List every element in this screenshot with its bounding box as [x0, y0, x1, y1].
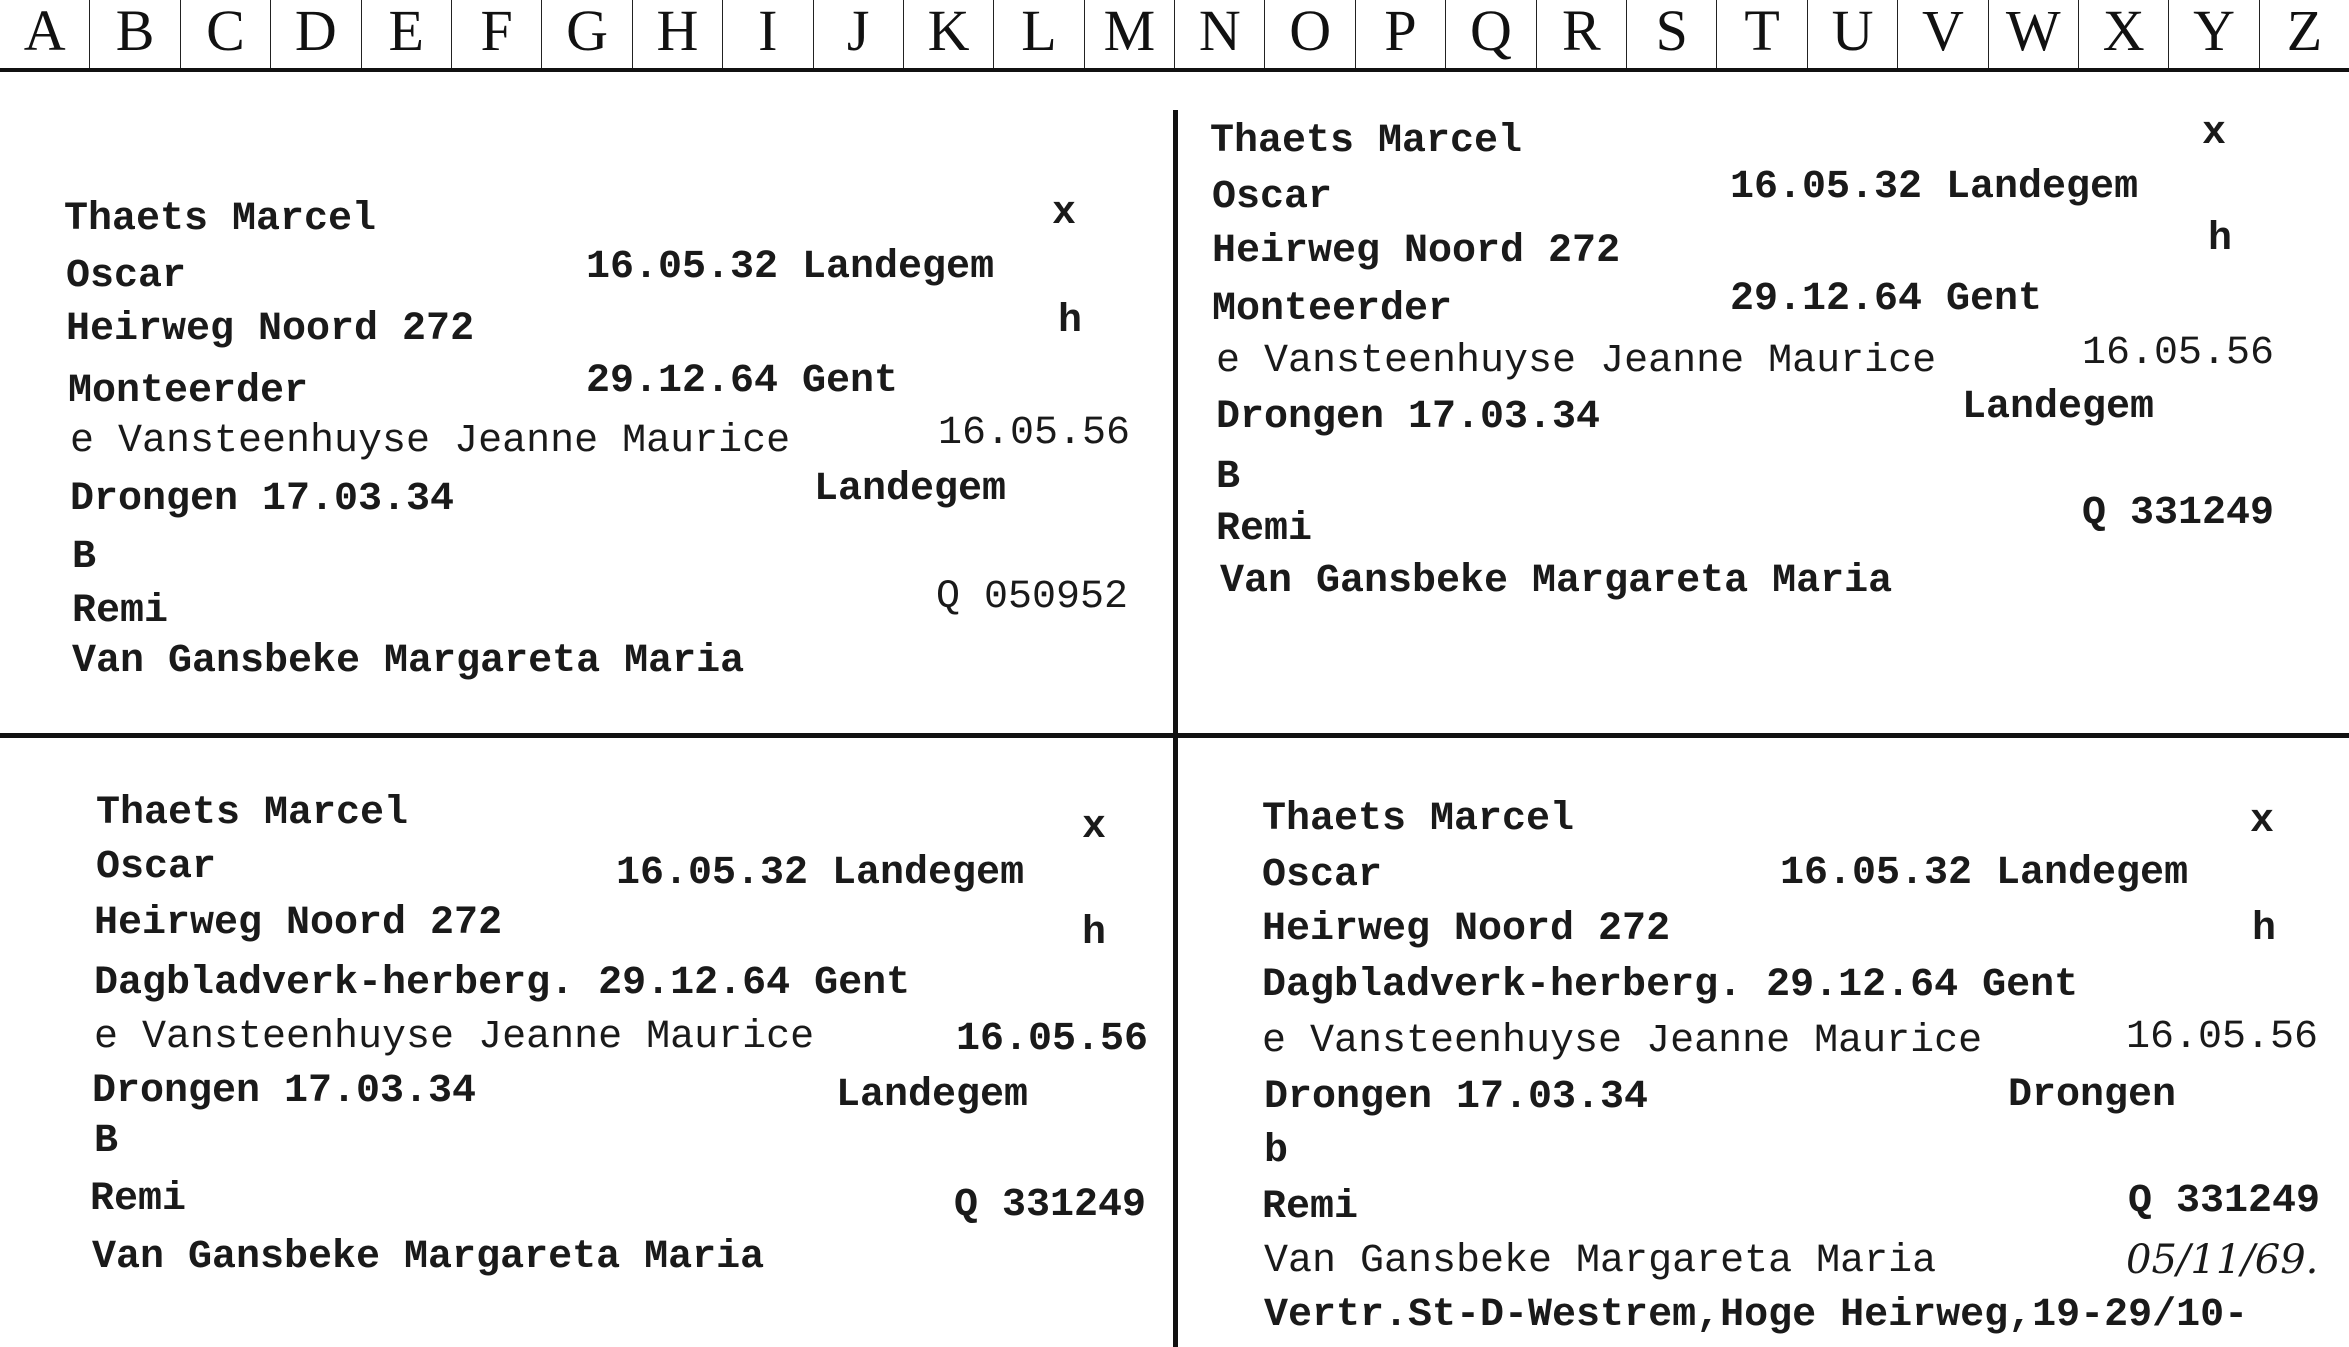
marriage-date: 16.05.56	[2082, 331, 2275, 376]
given-name: Oscar	[1212, 175, 1333, 220]
index-letter-x: X	[2079, 0, 2169, 68]
surname: Thaets Marcel	[1262, 797, 1575, 842]
card-divider-horizontal-left	[0, 733, 1173, 738]
father: Remi	[1216, 507, 1313, 552]
father: Remi	[72, 589, 169, 634]
mother: Van Gansbeke Margareta Maria	[92, 1235, 765, 1280]
handwritten-date: 05/11/69.	[2126, 1237, 2319, 1283]
mark-h: h	[2208, 217, 2233, 262]
birth: 16.05.32 Landegem	[1730, 165, 2139, 210]
spouse: e Vansteenhuyse Jeanne Maurice	[1216, 339, 1937, 384]
index-letter-a: A	[0, 0, 90, 68]
record-code: Q 050952	[936, 575, 1129, 620]
spouse-birth: Drongen 17.03.34	[1216, 395, 1601, 440]
card-divider-horizontal-right	[1178, 733, 2349, 738]
marriage-date: 16.05.56	[956, 1017, 1149, 1062]
spouse: e Vansteenhuyse Jeanne Maurice	[1262, 1019, 1983, 1064]
occupation: Monteerder	[68, 369, 309, 414]
occupation-date: Dagbladverk-herberg. 29.12.64 Gent	[94, 961, 911, 1006]
index-letter-k: K	[904, 0, 994, 68]
occupation-date: Dagbladverk-herberg. 29.12.64 Gent	[1262, 963, 2079, 1008]
index-letter-i: I	[723, 0, 813, 68]
mark-x: x	[2250, 799, 2275, 844]
status: B	[72, 535, 97, 580]
index-letter-e: E	[362, 0, 452, 68]
spouse: e Vansteenhuyse Jeanne Maurice	[70, 419, 791, 464]
departure-note: Vertr.St-D-Westrem,Hoge Heirweg,19-29/10-	[1264, 1293, 2249, 1338]
index-letter-h: H	[633, 0, 723, 68]
marriage-place: Landegem	[814, 467, 1007, 512]
index-letter-t: T	[1717, 0, 1807, 68]
record-code: Q 331249	[954, 1183, 1147, 1228]
index-letter-b: B	[90, 0, 180, 68]
index-letter-z: Z	[2286, 0, 2323, 63]
date-place: 29.12.64 Gent	[1730, 277, 2043, 322]
marriage-date: 16.05.56	[2126, 1015, 2319, 1060]
mother: Van Gansbeke Margareta Maria	[1264, 1239, 1937, 1284]
given-name: Oscar	[1262, 853, 1383, 898]
birth: 16.05.32 Landegem	[616, 851, 1025, 896]
record-code: Q 331249	[2082, 491, 2275, 536]
marriage-place: Landegem	[836, 1073, 1029, 1118]
surname: Thaets Marcel	[1210, 119, 1523, 164]
marriage-place: Landegem	[1962, 385, 2155, 430]
father: Remi	[90, 1177, 187, 1222]
spouse-birth: Drongen 17.03.34	[1264, 1075, 1649, 1120]
status: b	[1264, 1129, 1289, 1174]
index-letter-j: J	[814, 0, 904, 68]
index-letter-r: R	[1537, 0, 1627, 68]
index-letter-o: O	[1265, 0, 1355, 68]
address: Heirweg Noord 272	[66, 307, 475, 352]
marriage-place: Drongen	[2008, 1073, 2177, 1118]
mark-x: x	[2202, 111, 2227, 156]
date-place: 29.12.64 Gent	[586, 359, 899, 404]
spouse-birth: Drongen 17.03.34	[92, 1069, 477, 1114]
given-name: Oscar	[96, 845, 217, 890]
mark-h: h	[2252, 907, 2277, 952]
index-letter-c: C	[181, 0, 271, 68]
mark-x: x	[1082, 805, 1107, 850]
given-name: Oscar	[66, 254, 187, 299]
address: Heirweg Noord 272	[1212, 229, 1621, 274]
index-letter-m: M	[1085, 0, 1175, 68]
mark-h: h	[1082, 911, 1107, 956]
spouse-birth: Drongen 17.03.34	[70, 477, 455, 522]
index-letter-d: D	[271, 0, 361, 68]
index-letter-s: S	[1627, 0, 1717, 68]
address: Heirweg Noord 272	[94, 901, 503, 946]
spouse: e Vansteenhuyse Jeanne Maurice	[94, 1015, 815, 1060]
index-letter-l: L	[994, 0, 1084, 68]
index-letter-u: U	[1808, 0, 1898, 68]
address: Heirweg Noord 272	[1262, 907, 1671, 952]
birth: 16.05.32 Landegem	[1780, 851, 2189, 896]
marriage-date: 16.05.56	[938, 411, 1131, 456]
record-code: Q 331249	[2128, 1179, 2321, 1224]
mark-h: h	[1058, 299, 1083, 344]
occupation: Monteerder	[1212, 287, 1453, 332]
card-divider-vertical	[1173, 110, 1178, 1347]
surname: Thaets Marcel	[64, 197, 377, 242]
index-letter-w: W	[1989, 0, 2079, 68]
index-letter-f: F	[452, 0, 542, 68]
birth: 16.05.32 Landegem	[586, 245, 995, 290]
index-letter-n: N	[1175, 0, 1265, 68]
alphabet-index	[0, 0, 2349, 72]
mother: Van Gansbeke Margareta Maria	[72, 639, 745, 684]
status: B	[94, 1119, 119, 1164]
mother: Van Gansbeke Margareta Maria	[1220, 559, 1893, 604]
surname: Thaets Marcel	[96, 791, 409, 836]
index-letter-v: V	[1898, 0, 1988, 68]
index-letter-q: Q	[1446, 0, 1536, 68]
mark-x: x	[1052, 191, 1077, 236]
status: B	[1216, 455, 1241, 500]
index-letter-y: Y	[2169, 0, 2259, 68]
index-letter-p: P	[1356, 0, 1446, 68]
index-letter-g: G	[542, 0, 632, 68]
father: Remi	[1262, 1185, 1359, 1230]
